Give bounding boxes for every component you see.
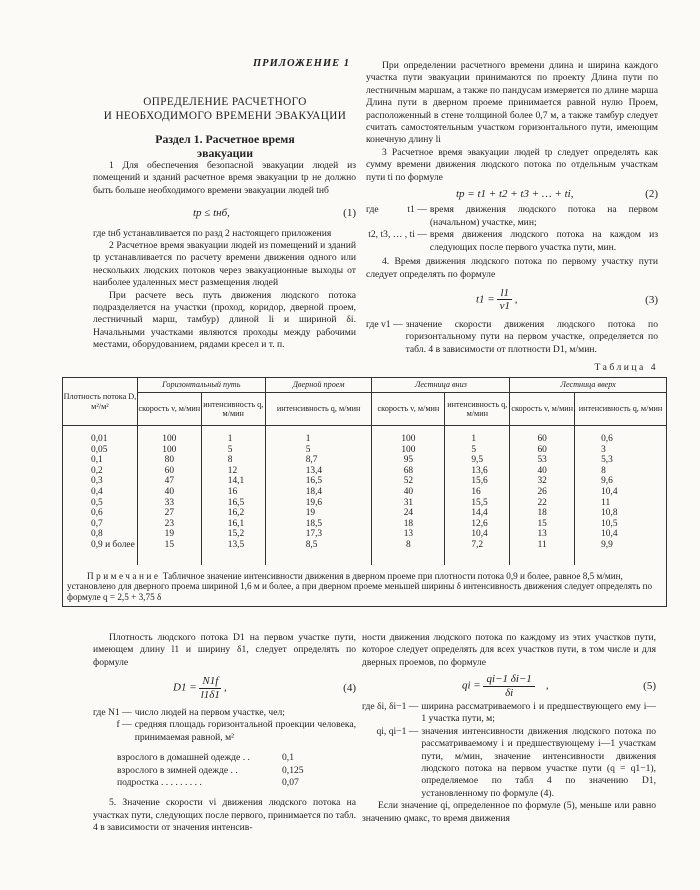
header-speed: скорость v, м/мин [137, 393, 201, 426]
table-cell: 8,7 [265, 455, 372, 466]
table-cell: 0,4 [63, 487, 138, 498]
table-cell: 16,5 [265, 476, 372, 487]
header-stairs-down: Лестница вниз [372, 378, 510, 393]
table-cell: 0,5 [63, 498, 138, 509]
paragraph: При расчете весь путь движения людского потока подразделяется на участки (проход, коридор, дверной проем, лестничный марш, тамбур) длиной li и шириной δi. Начальными участками являются проходы между рабочими местами, оборудованием, рядами кресел и т. п. [93, 289, 356, 351]
paragraph: ности движения людского потока по каждому из этих участков пути, которое следует определять для всех участков пути, в том числе и для дверных проемов, по формуле [362, 632, 656, 668]
table-row [63, 445, 667, 456]
definition-key: где v1 — [366, 318, 403, 330]
table-cell: 16,5 [201, 498, 265, 509]
fraction [199, 675, 221, 701]
list-item [93, 765, 356, 777]
table-4 [62, 377, 667, 607]
formula-5: qi = $\frac{qi-1 \delta i-1}{\delta i}$ , (5) [462, 673, 656, 699]
header-speed: скорость v, м/мин [510, 393, 575, 426]
table-cell: 3 [575, 445, 667, 456]
paragraph: где tнб устанавливается по разд 2 настоящего приложения [93, 227, 332, 239]
table-row [63, 487, 667, 498]
table-cell: 60 [510, 434, 575, 445]
table-cell: 52 [372, 476, 445, 487]
numerator: l1 [497, 287, 512, 300]
header-intensity: интенсивность q, м/мин [201, 393, 265, 426]
table-row [63, 455, 667, 466]
table-row [63, 434, 667, 445]
table-cell: 16,1 [201, 519, 265, 530]
header-horizontal: Горизонтальный путь [137, 378, 265, 393]
fraction [483, 673, 534, 699]
denominator: v1 [499, 300, 510, 313]
table-cell: 13 [510, 529, 575, 540]
table-cell: 8 [575, 466, 667, 477]
table-cell: 0,05 [63, 445, 138, 456]
header-door: Дверной проем [265, 378, 372, 393]
table-cell: 32 [510, 476, 575, 487]
table-cell: 0,7 [63, 519, 138, 530]
table-cell: 11 [510, 540, 575, 551]
list-item [93, 777, 356, 789]
table-cell: 18,4 [265, 487, 372, 498]
table-cell: 100 [372, 434, 445, 445]
table-cell: 18 [510, 508, 575, 519]
table-cell: 7,2 [445, 540, 510, 551]
table-cell: 0,6 [575, 434, 667, 445]
table-cell: 11 [575, 498, 667, 509]
table-cell: 10,4 [445, 529, 510, 540]
paragraph: 4. Время движения людского потока по первому участку пути следует определять по формуле [366, 256, 658, 280]
definition-text: время движения людского потока на каждом из следующих после первого участка пути, мин. [429, 229, 658, 253]
definition-text: значения интенсивности движения людского потока по рассматриваемому i и предшествующему i—1 участкам пути, м/мин, значение интенсивности движения людского потока на первом участке пути (q = q1−1), определяемое по табл 4 по значению D1, установленному по формуле (4). [421, 725, 656, 799]
table-cell: 15 [137, 540, 201, 551]
formula-lhs: qi = [462, 679, 481, 692]
paragraph: Если значение qi, определенное по формуле (5), меньше или равно значению qмакс, то время движения [362, 800, 656, 824]
table-cell: 24 [372, 508, 445, 519]
section-line: Раздел 1. Расчетное время [155, 132, 295, 146]
where-label: где [366, 204, 379, 216]
table-cell: 27 [137, 508, 201, 519]
formula-3: t1 = $\frac{l1}{v1}$ , (3) [476, 286, 658, 313]
list-label: взрослого в домашней одежде . . [117, 752, 250, 764]
table-cell: 18,5 [265, 519, 372, 530]
table-cell: 40 [137, 487, 201, 498]
numerator: N1f [199, 675, 221, 688]
note-label: Примечание [87, 570, 161, 581]
appendix-label: ПРИЛОЖЕНИЕ 1 [253, 58, 350, 69]
formula-4: D1 = $\frac{N1f}{l1\delta 1}$ , (4) [173, 675, 356, 701]
table-row [63, 466, 667, 477]
table-row [63, 498, 667, 509]
table-cell: 0,01 [63, 434, 138, 445]
table-cell: 1 [445, 434, 510, 445]
table-cell: 40 [372, 487, 445, 498]
table-cell: 9,9 [575, 540, 667, 551]
table-cell: 0,1 [63, 455, 138, 466]
table-cell: 19 [265, 508, 372, 519]
denominator: δi [505, 686, 514, 699]
table-cell: 1 [265, 434, 372, 445]
header-density: Плотность потока D, м²/м² [63, 378, 138, 426]
denominator: l1δ1 [200, 688, 220, 701]
title-line: ОПРЕДЕЛЕНИЕ РАСЧЕТНОГО [143, 96, 307, 108]
list-value: 0,07 [282, 777, 299, 789]
table-cell: 5 [201, 445, 265, 456]
title-line: И НЕОБХОДИМОГО ВРЕМЕНИ ЭВАКУАЦИИ [103, 110, 347, 122]
table-row [63, 540, 667, 551]
right-column [366, 60, 658, 374]
table-cell: 8 [201, 455, 265, 466]
table-cell: 5,3 [575, 455, 667, 466]
formula-number: (4) [343, 681, 356, 694]
left-column [93, 160, 356, 352]
table-row [63, 476, 667, 487]
table-cell: 13 [372, 529, 445, 540]
definition-text: средняя площадь горизонтальной проекции человека, принимаемая равной, м² [134, 719, 356, 743]
definition-text: значение скорости движения людского потока по горизонтальному пути на первом участке, определяется по табл. 4 в зависимости от плотности D1, м/мин. [405, 318, 658, 355]
numerator: qi−1 δi−1 [483, 673, 534, 686]
table-row [63, 519, 667, 530]
table-cell: 22 [510, 498, 575, 509]
list-value: 0,1 [282, 752, 294, 764]
section-heading [95, 132, 355, 160]
table-cell: 23 [137, 519, 201, 530]
table-cell: 9,6 [575, 476, 667, 487]
header-intensity: интенсивность q, м/мин [445, 393, 510, 426]
definition-text: ширина рассматриваемого i и предшествующего ему i—1 участка пути, м; [421, 701, 656, 725]
table-cell: 100 [137, 434, 201, 445]
table-row [63, 529, 667, 540]
table-cell: 19 [137, 529, 201, 540]
table-cell: 53 [510, 455, 575, 466]
paragraph: При определении расчетного времени длина и ширина каждого участка пути эвакуации принимаются по проекту Длина пути по лестничным маршам, а также по пандусам измеряется по длине марша Длина пути в дверном проеме принимается равной нулю Проем, расположенный в стене толщиной более 0,7 м, а также тамбур следует считать самостоятельным участком горизонтального пути, имеющим конечную длину li [366, 60, 658, 146]
table-cell: 14,1 [201, 476, 265, 487]
table-cell: 33 [137, 498, 201, 509]
formula-lhs: t1 = [476, 293, 495, 306]
definition-key: qi, qi−1 — [376, 725, 419, 737]
table-cell: 0,3 [63, 476, 138, 487]
list-value: 0,125 [282, 764, 304, 776]
table-cell: 80 [137, 455, 201, 466]
table-cell: 12 [201, 466, 265, 477]
table-cell: 95 [372, 455, 445, 466]
paragraph: Плотность людского потока D1 на первом участке пути, имеющем длину l1 и ширину δ1, следует определять по формуле [93, 632, 356, 668]
definition-text: число людей на первом участке, чел; [134, 707, 285, 719]
table-cell: 15,5 [445, 498, 510, 509]
header-stairs-up: Лестница вверх [510, 378, 667, 393]
table-cell: 26 [510, 487, 575, 498]
header-door-intensity: интенсивность q, м/мин [265, 393, 372, 426]
table-cell: 60 [137, 466, 201, 477]
list-label: взрослого в зимней одежде . . [117, 764, 238, 776]
table-cell: 14,4 [445, 508, 510, 519]
table-cell: 13,4 [265, 466, 372, 477]
area-list [93, 752, 356, 789]
table-cell: 60 [510, 445, 575, 456]
definition-key: t2, t3, … , ti — [368, 229, 427, 241]
definition-key [366, 204, 427, 229]
table-cell: 19,6 [265, 498, 372, 509]
table-cell: 10,4 [575, 487, 667, 498]
formula-expr: tр ≤ tнб, [193, 207, 230, 220]
header-intensity: интенсивность q, м/мин [575, 393, 667, 426]
paragraph: 3 Расчетное время эвакуации людей tр следует определять как сумму времени движения людского потока по отдельным участкам пути ti по формуле [366, 146, 658, 183]
table-cell: 100 [137, 445, 201, 456]
table-cell: 0,6 [63, 508, 138, 519]
table-cell: 8 [372, 540, 445, 551]
table-cell: 15,2 [201, 529, 265, 540]
formula-number: (5) [643, 679, 656, 692]
formula-2 [456, 188, 658, 200]
table-cell: 10,4 [575, 529, 667, 540]
definitions [93, 707, 356, 744]
definition-key: f — [116, 719, 132, 731]
table-cell: 16 [445, 487, 510, 498]
note-text: Табличное значение интенсивности движения в дверном проеме при плотности потока 0,9 и более, равное 8,5 м/мин, установлено для дверного проема шириной 1,6 м и более, а при дверном проеме меньшей ширины δ интенсивность движения следует определять по формуле q = 2,5 + 3,75 δ [67, 570, 653, 602]
table-cell: 40 [510, 466, 575, 477]
table-cell: 9,5 [445, 455, 510, 466]
table-cell: 15,6 [445, 476, 510, 487]
paragraph: 5. Значение скорости vi движения людского потока на участках пути, следующих после первого, принимается по табл. 4 в зависимости от значения интенсив- [93, 797, 356, 834]
list-label: подростка . . . . . . . . . [117, 777, 202, 789]
definition-text: время движения людского потока на первом (начальном) участке, мин; [429, 204, 658, 228]
paragraph: 2 Расчетное время эвакуации людей из помещений и зданий tр устанавливается по расчету времени движения одного или нескольких людских потоков через эвакуационные выходы от наиболее удаленных мест размещения людей [93, 240, 356, 289]
formula-number: (2) [645, 188, 658, 201]
table-cell: 10,5 [575, 519, 667, 530]
table-cell: 68 [372, 466, 445, 477]
table-cell: 8,5 [265, 540, 372, 551]
header-speed: скорость v, м/мин [372, 393, 445, 426]
fraction [497, 287, 512, 313]
table-caption: Таблица 4 [594, 361, 658, 373]
definition-key: где δi, δi−1 — [362, 701, 419, 713]
formula-1 [193, 207, 356, 219]
table-cell: 15 [510, 519, 575, 530]
page-title [95, 95, 355, 123]
table-note [63, 565, 667, 607]
formula-number: (1) [343, 207, 356, 220]
paragraph: 1 Для обеспечения безопасной эвакуации людей из помещений и зданий расчетное время эвакуации tр не должно быть больше необходимого времени эвакуации людей tнб [93, 160, 356, 196]
table-cell: 16,2 [201, 508, 265, 519]
table-cell: 13,6 [445, 466, 510, 477]
table-cell: 17,3 [265, 529, 372, 540]
table-cell: 47 [137, 476, 201, 487]
table-cell: 10,8 [575, 508, 667, 519]
table-cell: 16 [201, 487, 265, 498]
symbol: t1 — [407, 204, 427, 216]
table-cell: 0,8 [63, 529, 138, 540]
table-cell: 12,6 [445, 519, 510, 530]
definition-key: где N1 — [93, 707, 132, 719]
definitions [362, 701, 656, 800]
table-row [63, 508, 667, 519]
section-line: эвакуации [196, 146, 254, 160]
definitions [366, 204, 658, 254]
table-cell: 1 [201, 434, 265, 445]
table-cell: 0,2 [63, 466, 138, 477]
table-cell: 0,9 и более [63, 540, 138, 551]
table-cell: 5 [445, 445, 510, 456]
bottom-right-column [362, 632, 656, 825]
formula-number: (3) [645, 293, 658, 306]
list-item [93, 752, 356, 764]
definitions [366, 319, 658, 356]
bottom-left-column [93, 632, 356, 835]
table-cell: 18 [372, 519, 445, 530]
table-cell: 31 [372, 498, 445, 509]
formula-expr: tр = t1 + t2 + t3 + … + ti, [456, 188, 574, 201]
table-cell: 13,5 [201, 540, 265, 551]
table-cell: 5 [265, 445, 372, 456]
table-cell: 100 [372, 445, 445, 456]
formula-lhs: D1 = [173, 681, 197, 694]
